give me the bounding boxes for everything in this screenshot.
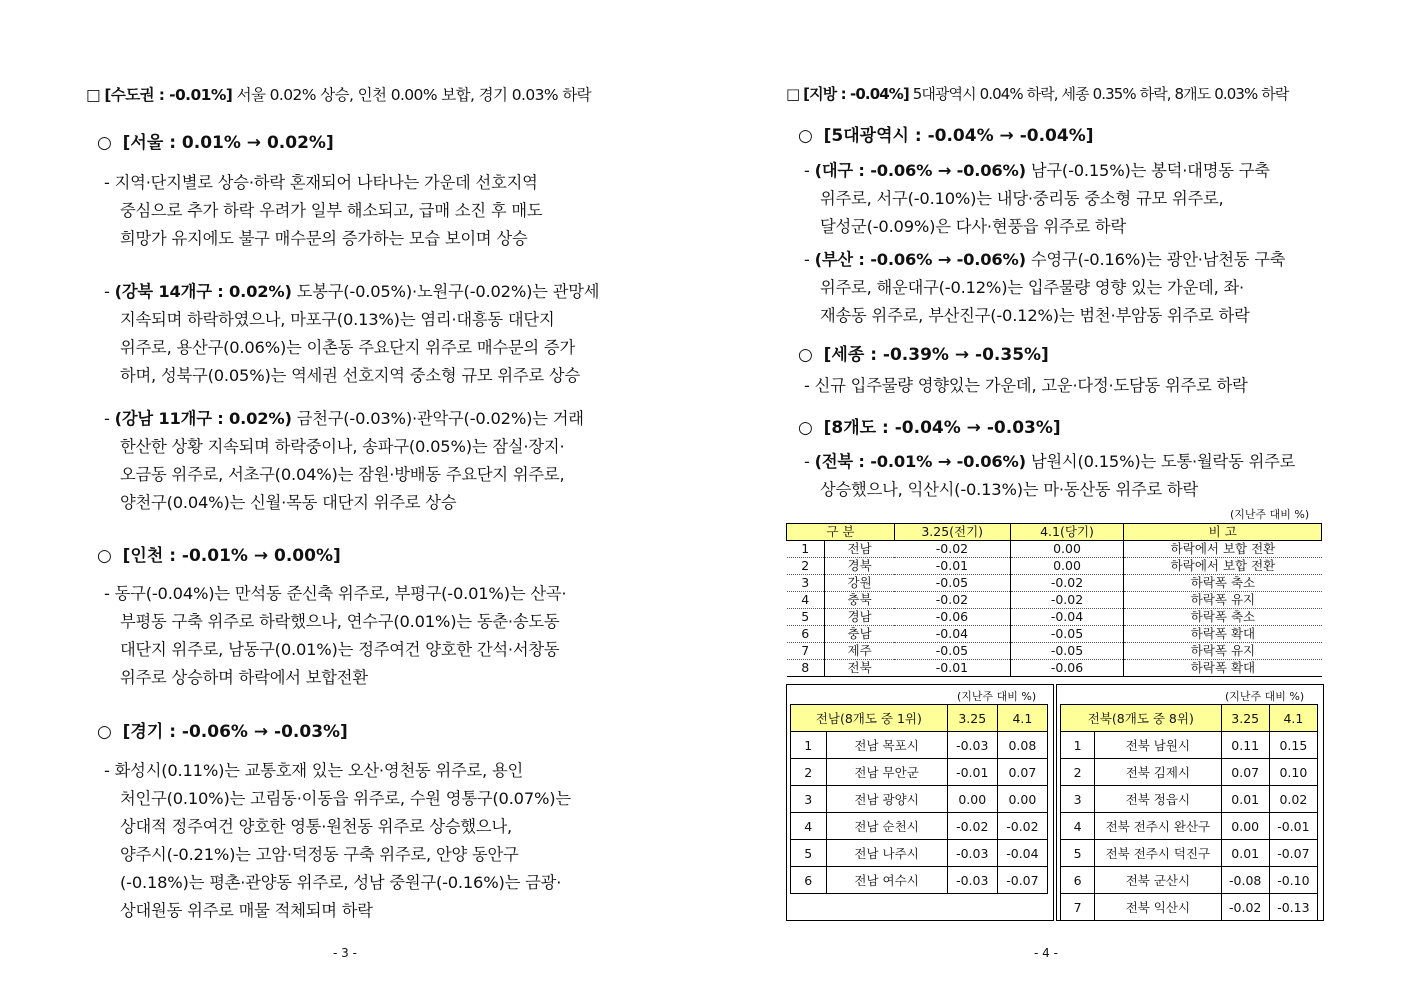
summary-table-unit: (지난주 대비 %) bbox=[1230, 508, 1310, 521]
table-cell: -0.03 bbox=[947, 840, 997, 867]
header-bold: [수도권 : -0.01%] bbox=[104, 86, 233, 104]
table-cell: 2 bbox=[1061, 759, 1095, 786]
seoul-paragraph-1: - 지역·단지별로 상승·하락 혼재되어 나타나는 가운데 선호지역 중심으로 추가 하락 우려가 일부 해소되고, 급매 소진 후 매도 희망가 유지에도 불구 매수문의 증가하는 모습 보이며 상승 bbox=[104, 173, 543, 248]
table-row bbox=[1061, 840, 1318, 867]
table-cell: 전남 광양시 bbox=[826, 786, 947, 813]
table-cell: 전북 김제시 bbox=[1095, 759, 1221, 786]
table-row bbox=[787, 541, 1322, 558]
jeonbuk-paragraph: - (전북 : -0.01% → -0.06%) 남원시(0.15%)는 도통·월락동 위주로 상승했으나, 익산시(-0.13%)는 마·동산동 위주로 하락 bbox=[804, 452, 1296, 499]
table-cell: 0.00 bbox=[1221, 813, 1269, 840]
seoul-gangnam-paragraph: - (강남 11개구 : 0.02%) 금천구(-0.03%)·관악구(-0.02%)는 거래 한산한 상황 지속되며 하락중이나, 송파구(0.05%)는 잠실·장지· 오금동 위주로, 서초구(0.04%)는 잠원·방배동 주요단지 위주로, 양천구(0.04%)는 신월·목동 대단지 위주로 상승 bbox=[104, 409, 584, 512]
table-cell: 제주 bbox=[824, 643, 894, 660]
table-cell: 전북 전주시 덕진구 bbox=[1095, 840, 1221, 867]
subsection-seoul: ○ [서울 : 0.01% → 0.02%] bbox=[97, 133, 334, 153]
table-cell: 하락폭 축소 bbox=[1124, 575, 1322, 592]
table-cell: -0.10 bbox=[1269, 867, 1317, 894]
table-cell: 전남 무안군 bbox=[826, 759, 947, 786]
table-cell: 2 bbox=[791, 759, 827, 786]
table-cell: -0.05 bbox=[1010, 643, 1124, 660]
incheon-paragraph: - 동구(-0.04%)는 만석동 준신축 위주로, 부평구(-0.01%)는 산곡· 부평동 구축 위주로 하락했으나, 연수구(0.01%)는 동춘·송도동 대단지 위주로, 남동구(0.01%)는 정주여건 양호한 간석·서창동 위주로 상승하며 하락에서 보합전환 bbox=[104, 584, 567, 687]
subsection-incheon: ○ [인천 : -0.01% → 0.00%] bbox=[97, 546, 341, 566]
busan-paragraph: - (부산 : -0.06% → -0.06%) 수영구(-0.16%)는 광안·남천동 구축 위주로, 해운대구(-0.12%)는 입주물량 영향 있는 가운데, 좌· 재송동 위주로, 부산진구(-0.12%)는 범천·부암동 위주로 하락 bbox=[804, 250, 1286, 325]
table-cell: -0.02 bbox=[894, 541, 1010, 558]
page-4 bbox=[702, 0, 1403, 992]
table-cell: -0.06 bbox=[894, 609, 1010, 626]
table-cell: 0.01 bbox=[1221, 786, 1269, 813]
table-cell: 6 bbox=[787, 626, 825, 643]
sejong-paragraph: - 신규 입주물량 영향있는 가운데, 고운·다정·도담동 위주로 하락 bbox=[804, 376, 1248, 395]
jeonnam-table-header: 전남(8개도 중 1위) 3.25 4.1 bbox=[791, 705, 1048, 732]
table-row bbox=[787, 626, 1322, 643]
table-row bbox=[791, 786, 1048, 813]
table-cell: -0.13 bbox=[1269, 894, 1317, 921]
table-cell: -0.03 bbox=[947, 867, 997, 894]
subsection-provinces: ○ [8개도 : -0.04% → -0.03%] bbox=[798, 418, 1061, 438]
table-cell: -0.05 bbox=[894, 643, 1010, 660]
table-cell: 5 bbox=[1061, 840, 1095, 867]
table-cell: 전남 나주시 bbox=[826, 840, 947, 867]
table-cell: -0.08 bbox=[1221, 867, 1269, 894]
page-number: - 4 - bbox=[1034, 946, 1058, 960]
table-row bbox=[787, 558, 1322, 575]
table-cell: 0.00 bbox=[1010, 541, 1124, 558]
table-cell: 0.11 bbox=[1221, 732, 1269, 759]
table-cell: 4 bbox=[787, 592, 825, 609]
table-cell: 0.10 bbox=[1269, 759, 1317, 786]
page-3 bbox=[0, 0, 701, 992]
table-cell: -0.02 bbox=[1010, 592, 1124, 609]
table-cell: 0.00 bbox=[947, 786, 997, 813]
table-cell: 전북 bbox=[824, 660, 894, 677]
table-cell: 0.07 bbox=[1221, 759, 1269, 786]
daegu-paragraph: - (대구 : -0.06% → -0.06%) 남구(-0.15%)는 봉덕·대명동 구축 위주로, 서구(-0.10%)는 내당·중리동 중소형 규모 위주로, 달성군(-0.09%)은 다사·현풍읍 위주로 하락 bbox=[804, 161, 1270, 236]
section-header-regions: □ [지방 : -0.04%] 5대광역시 0.04% 하락, 세종 0.35% 하락, 8개도 0.03% 하락 bbox=[786, 85, 1289, 103]
table-cell: 3 bbox=[787, 575, 825, 592]
table-cell: 전북 군산시 bbox=[1095, 867, 1221, 894]
table-cell: -0.04 bbox=[894, 626, 1010, 643]
table-cell: 0.08 bbox=[997, 732, 1047, 759]
table-cell: 하락폭 확대 bbox=[1124, 660, 1322, 677]
summary-table bbox=[786, 523, 1322, 677]
table-cell: 1 bbox=[787, 541, 825, 558]
table-cell: -0.03 bbox=[947, 732, 997, 759]
table-cell: 전남 목포시 bbox=[826, 732, 947, 759]
table-cell: 6 bbox=[791, 867, 827, 894]
table-row bbox=[787, 575, 1322, 592]
table-cell: 경북 bbox=[824, 558, 894, 575]
table-row bbox=[791, 759, 1048, 786]
subsection-metro: ○ [5대광역시 : -0.04% → -0.04%] bbox=[798, 126, 1094, 146]
table-cell: 충북 bbox=[824, 592, 894, 609]
table-row bbox=[787, 643, 1322, 660]
table-cell: -0.05 bbox=[894, 575, 1010, 592]
section-header-capital: □ [수도권 : -0.01%] 서울 0.02% 상승, 인천 0.00% 보합, 경기 0.03% 하락 bbox=[86, 86, 592, 104]
table-cell: 3 bbox=[1061, 786, 1095, 813]
table-cell: 하락폭 확대 bbox=[1124, 626, 1322, 643]
subsection-sejong: ○ [세종 : -0.39% → -0.35%] bbox=[798, 345, 1049, 365]
table-cell: 0.00 bbox=[997, 786, 1047, 813]
table-cell: -0.02 bbox=[1221, 894, 1269, 921]
table-row bbox=[1061, 894, 1318, 921]
table-cell: -0.06 bbox=[1010, 660, 1124, 677]
jeonbuk-table-header: 전북(8개도 중 8위) 3.25 4.1 bbox=[1061, 705, 1318, 732]
table-cell: 0.15 bbox=[1269, 732, 1317, 759]
table-cell: 0.07 bbox=[997, 759, 1047, 786]
jeonbuk-table-unit: (지난주 대비 %) bbox=[1225, 690, 1305, 703]
header-bold: [지방 : -0.04%] bbox=[803, 85, 909, 103]
table-cell: -0.01 bbox=[947, 759, 997, 786]
table-cell: 하락에서 보합 전환 bbox=[1124, 541, 1322, 558]
table-cell: 전북 익산시 bbox=[1095, 894, 1221, 921]
table-row bbox=[1061, 732, 1318, 759]
table-cell: 하락에서 보합 전환 bbox=[1124, 558, 1322, 575]
table-cell: -0.02 bbox=[947, 813, 997, 840]
table-row bbox=[1061, 759, 1318, 786]
table-cell: 전남 순천시 bbox=[826, 813, 947, 840]
table-row bbox=[1061, 813, 1318, 840]
table-cell: 1 bbox=[791, 732, 827, 759]
table-cell: 3 bbox=[791, 786, 827, 813]
table-row bbox=[787, 609, 1322, 626]
table-cell: -0.04 bbox=[997, 840, 1047, 867]
table-cell: 경남 bbox=[824, 609, 894, 626]
table-cell: 5 bbox=[791, 840, 827, 867]
table-cell: -0.02 bbox=[997, 813, 1047, 840]
table-row bbox=[1061, 867, 1318, 894]
table-cell: 5 bbox=[787, 609, 825, 626]
table-cell: 8 bbox=[787, 660, 825, 677]
table-cell: 전남 bbox=[824, 541, 894, 558]
table-cell: 2 bbox=[787, 558, 825, 575]
table-cell: 강원 bbox=[824, 575, 894, 592]
table-cell: 하락폭 유지 bbox=[1124, 643, 1322, 660]
table-cell: 0.00 bbox=[1010, 558, 1124, 575]
table-cell: -0.07 bbox=[997, 867, 1047, 894]
seoul-gangbuk-paragraph: - (강북 14개구 : 0.02%) 도봉구(-0.05%)·노원구(-0.02%)는 관망세 지속되며 하락하였으나, 마포구(0.13%)는 염리·대흥동 대단지 위주로, 용산구(0.06%)는 이촌동 주요단지 위주로 매수문의 증가 하며, 성북구(0.05%)는 역세권 선호지역 중소형 규모 위주로 상승 bbox=[104, 282, 600, 385]
jeonnam-ranking-table bbox=[790, 704, 1048, 894]
table-row bbox=[791, 813, 1048, 840]
table-row bbox=[791, 732, 1048, 759]
table-cell: 7 bbox=[1061, 894, 1095, 921]
table-cell: 4 bbox=[1061, 813, 1095, 840]
summary-table-header: 구 분 3.25(전기) 4.1(당기) 비 고 bbox=[787, 524, 1322, 541]
table-cell: 하락폭 유지 bbox=[1124, 592, 1322, 609]
table-cell: 전북 정읍시 bbox=[1095, 786, 1221, 813]
table-row bbox=[787, 660, 1322, 677]
table-cell: 4 bbox=[791, 813, 827, 840]
table-cell: -0.01 bbox=[894, 660, 1010, 677]
table-cell: 0.01 bbox=[1221, 840, 1269, 867]
table-cell: -0.02 bbox=[1010, 575, 1124, 592]
table-cell: -0.05 bbox=[1010, 626, 1124, 643]
page-number: - 3 - bbox=[333, 946, 357, 960]
table-row bbox=[791, 867, 1048, 894]
jeonbuk-ranking-table bbox=[1060, 704, 1318, 921]
table-cell: 1 bbox=[1061, 732, 1095, 759]
table-cell: -0.04 bbox=[1010, 609, 1124, 626]
table-cell: 0.02 bbox=[1269, 786, 1317, 813]
table-cell: 7 bbox=[787, 643, 825, 660]
jeonnam-table-unit: (지난주 대비 %) bbox=[957, 690, 1037, 703]
table-cell: 충남 bbox=[824, 626, 894, 643]
table-cell: -0.01 bbox=[894, 558, 1010, 575]
table-cell: -0.07 bbox=[1269, 840, 1317, 867]
table-cell: -0.02 bbox=[894, 592, 1010, 609]
table-row bbox=[1061, 786, 1318, 813]
table-cell: -0.01 bbox=[1269, 813, 1317, 840]
gyeonggi-paragraph: - 화성시(0.11%)는 교통호재 있는 오산·영천동 위주로, 용인 처인구(0.10%)는 고림동·이동읍 위주로, 수원 영통구(0.07%)는 상대적 정주여건 양호한 영통·원천동 위주로 상승했으나, 양주시(-0.21%)는 고암·덕정동 구축 위주로, 안양 동안구 (-0.18%)는 평촌·관양동 위주로, 성남 중원구(-0.16%)는 금광· 상대원동 위주로 매물 적체되며 하락 bbox=[104, 761, 571, 920]
table-cell: 전북 전주시 완산구 bbox=[1095, 813, 1221, 840]
table-cell: 전북 남원시 bbox=[1095, 732, 1221, 759]
table-cell: 하락폭 축소 bbox=[1124, 609, 1322, 626]
table-cell: 전남 여수시 bbox=[826, 867, 947, 894]
table-row bbox=[787, 592, 1322, 609]
table-cell: 6 bbox=[1061, 867, 1095, 894]
subsection-gyeonggi: ○ [경기 : -0.06% → -0.03%] bbox=[97, 722, 348, 742]
table-row bbox=[791, 840, 1048, 867]
